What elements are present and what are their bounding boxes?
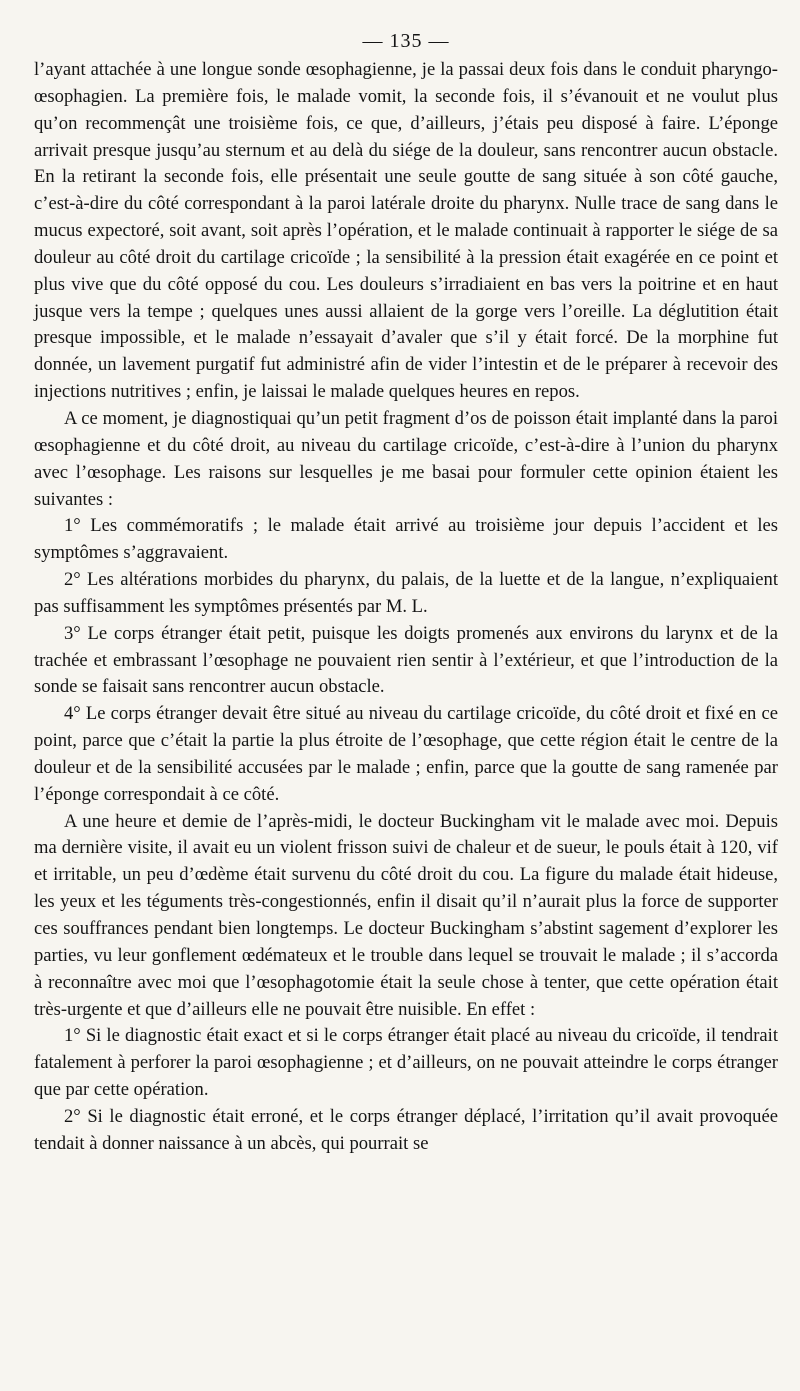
list-item-reason-1: 1° Les commémoratifs ; le malade était arrivé au troisième jour depuis l’accident et les symptômes s’aggravaient. xyxy=(34,515,778,564)
list-item-reason-3: 3° Le corps étranger était petit, puisque les doigts promenés aux environs du larynx et de la trachée et embrassant l’œsophage ne pouvaient rien sentir à l’extérieur, et que l’introduction de la sonde se faisait sans rencontrer aucun obstacle. xyxy=(34,622,778,698)
body-text xyxy=(34,57,778,1158)
list-item-effect-1: 1° Si le diagnostic était exact et si le corps étranger était placé au niveau du cricoïde, il tendrait fatalement à perforer la paroi œsophagienne ; et d’ailleurs, on ne pouvait atteindre le corps étranger que par cette opération. xyxy=(34,1025,778,1101)
paragraph-visit: A une heure et demie de l’après-midi, le docteur Buckingham vit le malade avec moi. Depuis ma dernière visite, il avait eu un violent frisson suivi de chaleur et de sueur, le pouls était à 120, vif et irritable, un peu d’œdème était survenu du côté droit du cou. La figure du malade était hideuse, les yeux et les téguments très-congestionnés, enfin il disait qu’il n’aurait plus la force de supporter ces souffrances pendant bien longtemps. Le docteur Buckingham s’abstint sagement d’explorer les parties, vu leur gonflement œdémateux et le trouble dans lequel se trouvait le malade ; il s’accorda à reconnaître avec moi que l’œsophagotomie était la seule chose à tenter, que cette opération était très-urgente et que d’ailleurs elle ne pouvait être nuisible. En effet : xyxy=(34,810,778,1020)
list-item-reason-4: 4° Le corps étranger devait être situé au niveau du cartilage cricoïde, du côté droit et fixé en ce point, parce que c’était la partie la plus étroite de l’œsophage, que cette région était le centre de la douleur et de la sensibilité accusées par le malade ; enfin, parce que la goutte de sang ramenée par l’éponge correspondait à ce côté. xyxy=(34,703,778,805)
paragraph-diagnosis: A ce moment, je diagnostiquai qu’un petit fragment d’os de poisson était implanté dans la paroi œsophagienne et du côté droit, au niveau du cartilage cricoïde, c’est-à-dire à l’union du pharynx avec l’œsophage. Les raisons sur lesquelles je me basai pour formuler cette opinion étaient les suivantes : xyxy=(34,407,778,510)
list-item-reason-2: 2° Les altérations morbides du pharynx, du palais, de la luette et de la langue, n’expliquaient pas suffisamment les symptômes présentés par M. L. xyxy=(34,569,778,617)
paragraph-continuation: l’ayant attachée à une longue sonde œsophagienne, je la passai deux fois dans le conduit pharyngo-œsophagien. La première fois, le malade vomit, la seconde fois, il s’évanouit et ne voulut plus qu’on recommençât une troisième fois, ce que, d’ailleurs, j’étais peu disposé à faire. L’éponge arrivait presque jusqu’au sternum et au delà du siége de la douleur, sans rencontrer aucun obstacle. En la retirant la seconde fois, elle présentait une seule goutte de sang située à son côté gauche, c’est-à-dire du côté correspondant à la paroi latérale droite du pharynx. Nulle trace de sang dans le mucus expectoré, soit avant, soit après l’opération, et le malade continuait à rapporter le siége de sa douleur au côté droit du cartilage cricoïde ; la sensibilité à la pression était exagérée en ce point et plus vive que du côté opposé du cou. Les douleurs s’irradiaient en bas vers la poitrine et en haut jusque vers la tempe ; quelques unes aussi allaient de la gorge vers l’oreille. La déglutition était presque impossible, et le malade n’essayait d’avaler que s’il y était forcé. De la morphine fut donnée, un lavement purgatif fut administré afin de vider l’intestin et de le préparer à recevoir des injections nutritives ; enfin, je laissai le malade quelques heures en repos. xyxy=(34,59,778,403)
page-number: — 135 — xyxy=(362,30,450,52)
list-item-effect-2: 2° Si le diagnostic était erroné, et le corps étranger déplacé, l’irritation qu’il avait provoquée tendait à donner naissance à un abcès, qui pourrait se xyxy=(34,1105,778,1154)
